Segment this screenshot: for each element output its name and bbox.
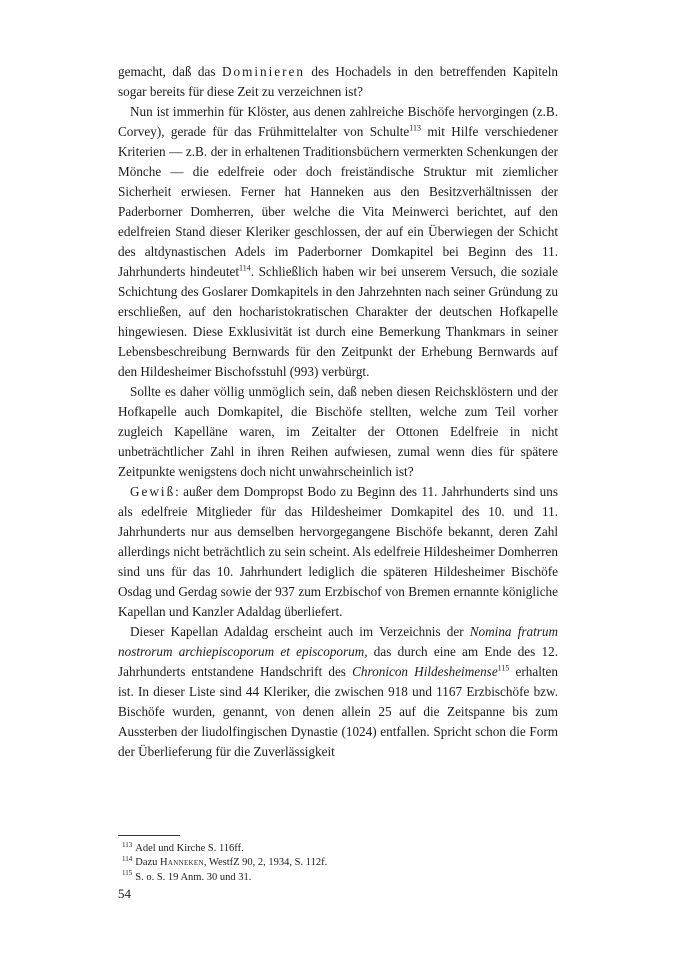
- footnote: [118, 856, 558, 870]
- paragraph: Sollte es daher völlig unmöglich sein, daß neben diesen Reichsklöstern und der Hofkapelle auch Domkapitel, die Bischöfe stellten, welche zum Teil vorher zugleich Kapelläne waren, im Zeitalter der Ottonen Edelfreie in nicht unbeträchtlicher Zahl in ihren Reihen aufwiesen, zumal wenn dies für spätere Zeitpunkte wenigstens doch nicht unwahrscheinlich ist?: [118, 384, 558, 479]
- author-name: Hanneken: [160, 857, 204, 869]
- footnote: [118, 871, 558, 885]
- text-run: des Hochadels in den betreffenden Kapiteln sogar bereits für diese Zeit zu verzeichnen ist?: [118, 64, 558, 99]
- footnote-ref: 114: [239, 263, 251, 273]
- page-number: 54: [118, 886, 131, 901]
- footnotes: [118, 842, 558, 885]
- text-run: Dieser Kapellan Adaldag erscheint auch im Verzeichnis der: [130, 624, 470, 639]
- text-run: . Schließlich haben wir bei unserem Versuch, die soziale Schichtung des Goslarer Domkapitels in den Jahrzehnten nach seiner Gründung zu erschließen, auf den hocharistokratischen Charakter der deutschen Hofkapelle hingewiesen. Diese Exklusivität ist durch eine Bemerkung Thankmars in seiner Lebensbeschreibung Bernwards für den Zeitpunkt der Erhebung Bernwards auf den Hildesheimer Bischofsstuhl (993) verbürgt.: [118, 264, 558, 379]
- text-run: , das durch eine am Ende des 12. Jahrhunderts entstandene Handschrift des: [118, 644, 559, 679]
- footnote-text: Dazu: [135, 857, 161, 869]
- paragraph: [118, 62, 558, 102]
- spaced-word: Dominieren: [221, 64, 305, 79]
- footnote: [118, 842, 558, 856]
- footnote-number: 114: [122, 854, 133, 863]
- paragraph: [118, 622, 558, 762]
- text-run: mit Hilfe verschiedener Kriterien — z.B. der in erhaltenen Traditionsbüchern vermerkten Schenkungen der Mönche — die edelfreie oder doch freiständische Struktur mit ziemlicher Sicherheit erwiesen. Ferner hat Hanneken aus den Besitzverhältnissen der Paderborner Domherren, über welche die Vita Meinwerci berichtet, auf den edelfreien Stand dieser Kleriker geschlossen, der auf ein Überwiegen der Schicht des altdynastischen Adels im Paderborner Domkapitel bei Beginn des 11. Jahrhunderts hindeutet: [118, 124, 558, 279]
- text-run: Nun ist immerhin für Klöster, aus denen zahlreiche Bischöfe hervorgingen (z.B. Corvey), gerade für das Frühmittelalter von Schulte: [118, 104, 558, 139]
- footnote-text: S. o. S. 19 Anm. 30 und 31.: [135, 871, 252, 883]
- spaced-word: Gewiß: [130, 484, 176, 499]
- text-run: : außer dem Dompropst Bodo zu Beginn des 11. Jahrhunderts sind uns als edelfreie Mitglieder für das Hildesheimer Domkapitel des 10. und 11. Jahrhunderts nur aus demselben hervorgegangene Bischöfe bekannt, deren Zahl allerdings nicht beträchtlich zu sein scheint. Als edelfreie Hildesheimer Domherren sind uns für das 10. Jahrhundert lediglich die späteren Hildesheimer Bischöfe Osdag und Gerdag sowie der 937 zum Erzbischof von Bremen ernannte königliche Kapellan und Kanzler Adaldag überliefert.: [118, 484, 558, 619]
- footnote-divider: [118, 835, 180, 836]
- footnote-ref: 115: [497, 663, 510, 673]
- footnote-text: , WestfZ 90, 2, 1934, S. 112f.: [203, 857, 328, 869]
- text-run: erhalten ist. In dieser Liste sind 44 Kleriker, die zwischen 918 und 1167 Erzbischöfe bzw. Bischöfe wurden, genannt, von denen allein 25 auf die Zeitspanne bis zum Aussterben der liudolfingischen Dynastie (1024) entfallen. Spricht schon die Form der Überlieferung für die Zuverlässigkeit: [118, 664, 558, 759]
- italic-title: Nomina fratrum nostrorum archiepiscoporum et episcoporum: [118, 624, 558, 659]
- main-text: [118, 62, 558, 762]
- paragraph: [118, 102, 558, 382]
- italic-title: Chronicon Hildesheimense: [352, 664, 498, 679]
- paragraph: [118, 482, 558, 622]
- text-run: gemacht, daß das: [118, 64, 222, 79]
- footnote-number: 113: [122, 840, 133, 849]
- footnote-text: Adel und Kirche S. 116ff.: [135, 843, 244, 854]
- footnote-number: 115: [122, 869, 133, 878]
- footnote-ref: 113: [409, 123, 421, 133]
